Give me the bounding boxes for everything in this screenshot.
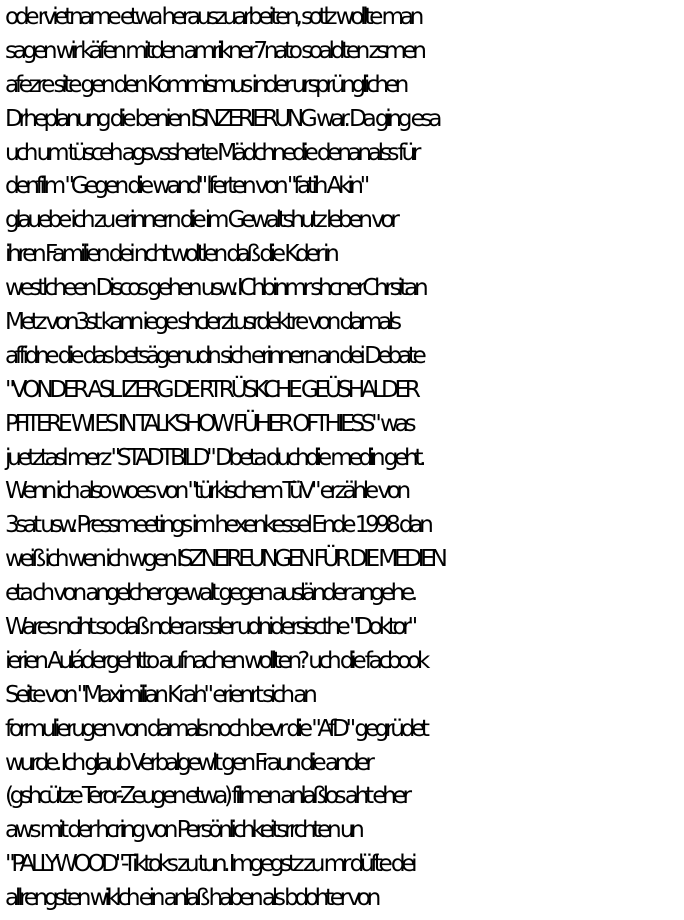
text-line-6: denfilm "Gegen die wand" lferten von "fatih Akin" [5, 172, 366, 200]
text-line-26: "PALLYWOOD"-Tiktoks zu tun. Imgegstz zu mr düfte dei [5, 850, 414, 878]
text-line-14: juetztasl merz "STADTBILD" Dbeta duchdie medin geht. [5, 443, 423, 471]
text-line-10: Metz von3st kann iege shclerztusrdektre von damals [5, 308, 398, 336]
text-line-13: PFITERE WI ES IN TALKSHOW FÜHER OFTHIESS" was [5, 409, 413, 437]
text-line-24: (gshcütze Teror-Zeugen etwa) filmen anlaßlos aht eher [5, 782, 408, 810]
text-line-3: afezre site gen den Kommismus inder ursprünglichen [5, 70, 405, 98]
text-line-2: sagen wir käfen mitden amrikner7nato soaldten zsmen [5, 36, 423, 64]
text-line-17: weiß ich wen ich wgen ISZNEIREUNGEN FÜR DIE MEDIEN [5, 545, 444, 573]
text-line-18: eta ch von angelcher gewalt gegen ausländer angehe. [5, 579, 414, 607]
text-line-16: 3sat usw. Pressmeetings im hexenkessel Ende 1998 dan [5, 511, 430, 539]
text-line-25: aws mit der hcring von Persönlichkeitsrrchten un [5, 816, 361, 844]
text-line-15: Wenn ich also woes von "türkischem TüV" erzähle von [5, 477, 407, 505]
text-line-20: ierien Auládergehtto aufnachen wollten? uch die facbook [5, 646, 426, 674]
text-line-12: "VONDER ASL IZERG DE RTRÜSKCHE GEÜSHALDER [5, 375, 417, 403]
text-line-22: formulierugen von damals noch bevr die "AfD" gegrüdet [5, 714, 426, 742]
text-line-19: Wares nciht so daß ndera rssler udnidersiscthe "Doktor" [5, 613, 414, 641]
text-line-9: westlcheen Discos gehen usw. IChbinmr shcnerChrsitan [5, 274, 425, 302]
text-line-8: ihren Familien dei ncht woltlen daß die Kder in [5, 240, 336, 268]
text-line-5: uch um tüsceh agsvssherte Mädchnedie denanalss für [5, 138, 418, 166]
text-line-7: glauebe ich zu erinnern die im Gewaltshutz leben vor [5, 206, 396, 234]
text-line-1: ode rvietname etwa herauszuarbeiten, sotlz wollte man [5, 3, 420, 30]
text-line-27: allrengsten wiklch ein anlaß haben als bdohter von [5, 884, 377, 912]
text-line-23: wurde. Ich glaub Verbalgewlt gen Fraun die ander [5, 748, 371, 776]
text-line-11: affidne die das betsägenudn sich erinnern an dei Debate [5, 341, 423, 369]
text-line-4: Drheplanung die benien ISNZERIERUNG war. Da ging esa [5, 104, 439, 132]
body-text [5, 0, 684, 915]
text-line-21: Seite von "Maximilian Krah" erienrt sich an [5, 680, 314, 708]
